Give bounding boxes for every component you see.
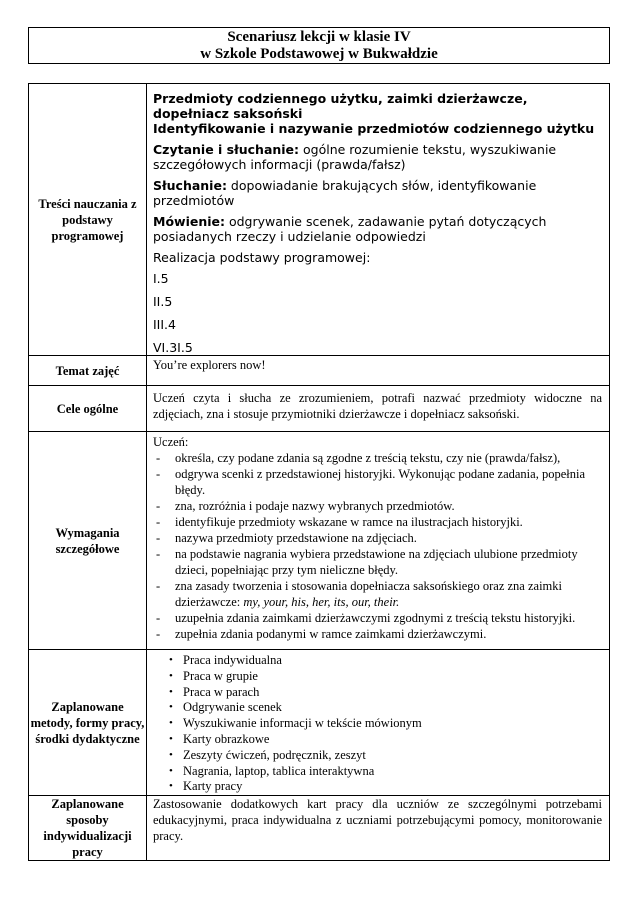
tresci-bold-1: Przedmioty codziennego użytku, zaimki dzierżawcze, dopełniacz saksoński bbox=[153, 91, 528, 121]
row-metody bbox=[29, 650, 610, 796]
wymagania-intro: Uczeń: bbox=[153, 435, 189, 449]
document-title-box bbox=[28, 27, 610, 64]
list-item: • Karty pracy bbox=[169, 779, 243, 794]
row-wymagania bbox=[29, 432, 610, 650]
list-item: - identyfikuje przedmioty wskazane w ramce na ilustracjach historyjki. bbox=[156, 515, 523, 529]
label-cele: Cele ogólne bbox=[29, 386, 147, 432]
lesson-plan-table bbox=[28, 83, 610, 861]
label-wymagania: Wymagania szczegółowe bbox=[29, 432, 147, 650]
realizacja-label: Realizacja podstawy programowej: bbox=[153, 250, 371, 265]
list-item: - zupełnia zdania podanymi w ramce zaimkami dzierżawczymi. bbox=[156, 627, 487, 641]
value-tresci bbox=[147, 84, 610, 356]
list-item: • Nagrania, laptop, tablica interaktywna bbox=[169, 763, 375, 778]
wymagania-list bbox=[153, 450, 602, 642]
tresci-bold-2: Identyfikowanie i nazywanie przedmiotów codziennego użytku bbox=[153, 121, 595, 136]
value-metody bbox=[147, 650, 610, 796]
list-item: • Odgrywanie scenek bbox=[169, 700, 282, 715]
list-item: • Praca w grupie bbox=[169, 668, 258, 683]
list-item: - zna zasady tworzenia i stosowania dopełniacza saksońskiego oraz zna zaimki dzierżawcze: my, your, his, her, its, our, their. bbox=[156, 579, 562, 609]
list-item: - uzupełnia zdania zaimkami dzierżawczymi zgodnymi z treścią tekstu historyjki. bbox=[156, 611, 576, 625]
code-4: VI.3I.5 bbox=[153, 340, 193, 355]
list-item: - nazywa przedmioty przedstawione na zdjęciach. bbox=[156, 531, 417, 545]
label-sposoby: Zaplanowane sposoby indywidualizacji pracy bbox=[29, 796, 147, 861]
metody-list bbox=[153, 650, 602, 795]
cele-text: Uczeń czyta i słucha ze zrozumieniem, potrafi nazwać przedmioty widoczne na zdjęciach, zna i stosuje przymiotniki dzierżawcze i dopełniacz saksoński. bbox=[153, 391, 602, 421]
code-1: I.5 bbox=[153, 271, 169, 286]
title-line-1: Scenariusz lekcji w klasie IV bbox=[227, 29, 411, 45]
list-item: • Praca indywidualna bbox=[169, 653, 282, 667]
list-item: • Zeszyty ćwiczeń, podręcznik, zeszyt bbox=[169, 747, 366, 762]
value-temat bbox=[147, 356, 610, 386]
sposoby-text: Zastosowanie dodatkowych kart pracy dla uczniów ze szczególnymi potrzebami edukacyjnymi, praca indywidualna z uczniami potrzebującymi pomocy, monitorowanie pracy. bbox=[153, 797, 602, 844]
value-cele bbox=[147, 386, 610, 432]
code-2: II.5 bbox=[153, 294, 173, 309]
czytanie-text: ogólne rozumienie tekstu, wyszukiwanie szczegółowych informacji (prawda/fałsz) bbox=[153, 142, 557, 172]
list-item: - odgrywa scenki z przedstawionej historyjki. Wykonując podane zadania, popełnia błędy. bbox=[156, 467, 585, 497]
title-line-2: w Szkole Podstawowej w Bukwałdzie bbox=[200, 46, 438, 62]
row-temat bbox=[29, 356, 610, 386]
mowienie-text: odgrywanie scenek, zadawanie pytań dotyczących posiadanych rzeczy i udzielanie odpowiedzi bbox=[153, 214, 547, 244]
row-tresci bbox=[29, 84, 610, 356]
sluchanie-head: Słuchanie: bbox=[153, 178, 227, 193]
sluchanie-text: dopowiadanie brakujących słów, identyfikowanie przedmiotów bbox=[153, 178, 537, 208]
row-cele bbox=[29, 386, 610, 432]
value-wymagania bbox=[147, 432, 610, 650]
list-item: - zna, rozróżnia i podaje nazwy wybranych przedmiotów. bbox=[156, 499, 455, 513]
czytanie-head: Czytanie i słuchanie: bbox=[153, 142, 300, 157]
list-item: • Praca w parach bbox=[169, 684, 260, 699]
list-item: - określa, czy podane zdania są zgodne z treścią tekstu, czy nie (prawda/fałsz), bbox=[156, 451, 561, 465]
label-tresci: Treści nauczania z podstawy programowej bbox=[29, 84, 147, 356]
value-sposoby bbox=[147, 796, 610, 861]
list-item: • Wyszukiwanie informacji w tekście mówionym bbox=[169, 716, 422, 731]
temat-text: You’re explorers now! bbox=[153, 358, 266, 372]
list-item: • Karty obrazkowe bbox=[169, 731, 270, 746]
mowienie-head: Mówienie: bbox=[153, 214, 225, 229]
label-metody: Zaplanowane metody, formy pracy, środki dydaktyczne bbox=[29, 650, 147, 796]
label-temat: Temat zajęć bbox=[29, 356, 147, 386]
row-sposoby bbox=[29, 796, 610, 861]
list-item: - na podstawie nagrania wybiera przedstawione na zdjęciach ulubione przedmioty dzieci, popełniając przy tym nieliczne błędy. bbox=[156, 547, 578, 577]
code-3: III.4 bbox=[153, 317, 176, 332]
